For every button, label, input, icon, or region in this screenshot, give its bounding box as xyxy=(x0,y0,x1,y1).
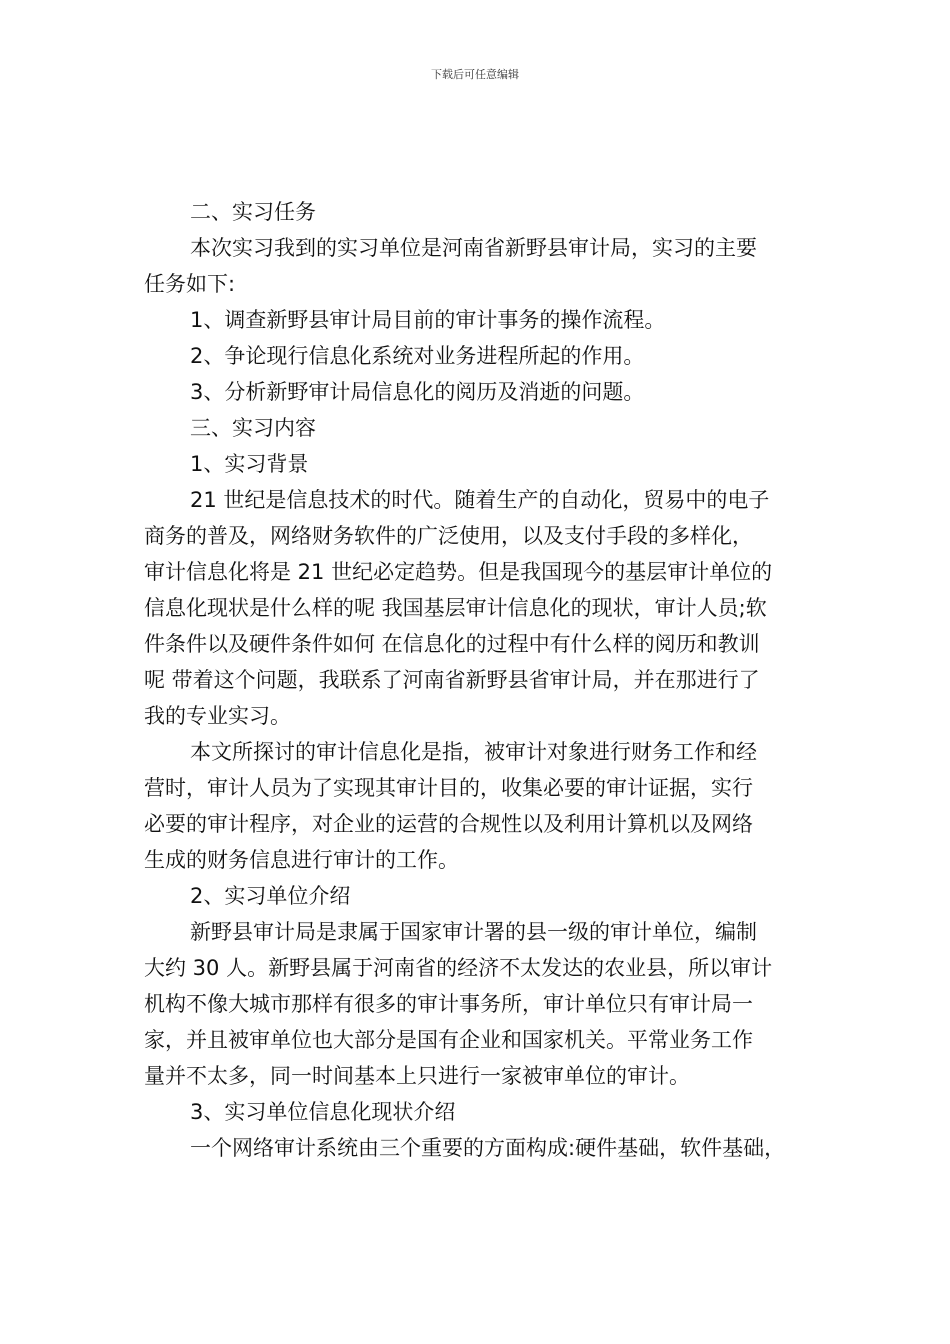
paragraph-line: 量并不太多，同一时间基本上只进行一家被审单位的审计。 xyxy=(144,1064,690,1088)
list-item: 2、争论现行信息化系统对业务进程所起的作用。 xyxy=(190,344,645,368)
paragraph-line: 信息化现状是什么样的呢 我国基层审计信息化的现状，审计人员;软 xyxy=(144,596,767,620)
paragraph-line: 21 世纪是信息技术的时代。随着生产的自动化，贸易中的电子 xyxy=(190,488,770,512)
section-heading: 三、实习内容 xyxy=(190,416,316,440)
paragraph-line: 营时，审计人员为了实现其审计目的，收集必要的审计证据，实行 xyxy=(144,776,753,800)
paragraph-line: 大约 30 人。新野县属于河南省的经济不太发达的农业县，所以审计 xyxy=(144,956,773,980)
paragraph-line: 件条件以及硬件条件如何 在信息化的过程中有什么样的阅历和教训 xyxy=(144,632,760,656)
paragraph-line: 本文所探讨的审计信息化是指，被审计对象进行财务工作和经 xyxy=(190,740,757,764)
paragraph-line: 生成的财务信息进行审计的工作。 xyxy=(144,848,459,872)
paragraph-line: 商务的普及，网络财务软件的广泛使用，以及支付手段的多样化， xyxy=(144,524,753,548)
paragraph-line: 审计信息化将是 21 世纪必定趋势。但是我国现今的基层审计单位的 xyxy=(144,560,773,584)
subsection-heading: 1、实习背景 xyxy=(190,452,309,476)
subsection-heading: 3、实习单位信息化现状介绍 xyxy=(190,1100,456,1124)
paragraph-line: 新野县审计局是隶属于国家审计署的县一级的审计单位，编制 xyxy=(190,920,757,944)
paragraph-line: 我的专业实习。 xyxy=(144,704,291,728)
paragraph-line: 呢 带着这个问题，我联系了河南省新野县省审计局，并在那进行了 xyxy=(144,668,760,692)
page-header: 下载后可任意编辑 xyxy=(431,68,519,81)
list-item: 1、调查新野县审计局目前的审计事务的操作流程。 xyxy=(190,308,666,332)
document-body xyxy=(144,194,808,1166)
paragraph-line: 一个网络审计系统由三个重要的方面构成:硬件基础，软件基础， xyxy=(190,1136,786,1160)
paragraph-line: 机构不像大城市那样有很多的审计事务所，审计单位只有审计局一 xyxy=(144,992,753,1016)
list-item: 3、分析新野审计局信息化的阅历及消逝的问题。 xyxy=(190,380,645,404)
subsection-heading: 2、实习单位介绍 xyxy=(190,884,351,908)
paragraph-line: 家，并且被审单位也大部分是国有企业和国家机关。平常业务工作 xyxy=(144,1028,753,1052)
paragraph-line: 本次实习我到的实习单位是河南省新野县审计局，实习的主要 xyxy=(190,236,757,260)
paragraph-line: 必要的审计程序，对企业的运营的合规性以及利用计算机以及网络 xyxy=(144,812,753,836)
paragraph-line: 任务如下: xyxy=(144,272,236,296)
section-heading: 二、实习任务 xyxy=(190,200,316,224)
